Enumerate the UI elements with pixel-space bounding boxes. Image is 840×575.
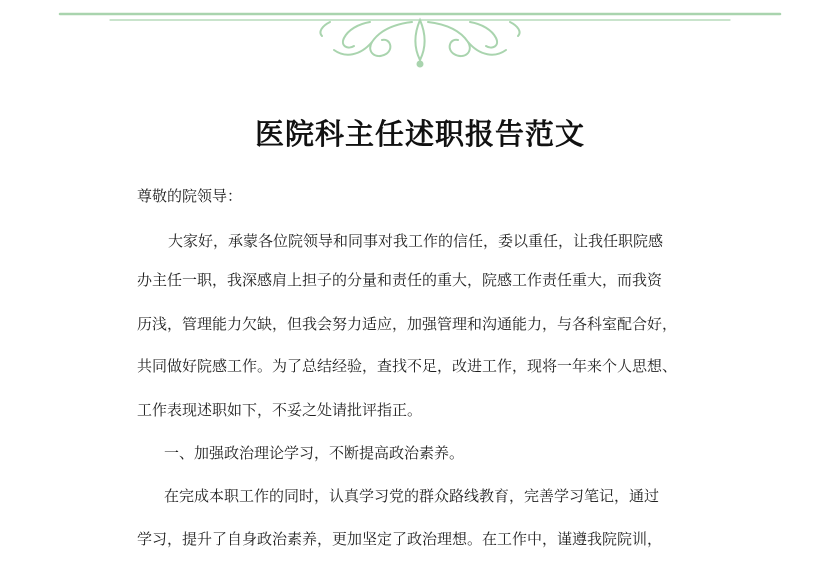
paragraph-line: 历浅，管理能力欠缺，但我会努力适应，加强管理和沟通能力，与各科室配合好， xyxy=(137,315,678,333)
document-title: 医院科主任述职报告范文 xyxy=(254,117,585,151)
paragraph-line: 学习，提升了自身政治素养，更加坚定了政治理想。在工作中，谨遵我院院训， xyxy=(137,530,663,548)
paragraph-line: 工作表现述职如下，不妥之处请批评指正。 xyxy=(137,401,423,419)
salutation: 尊敬的院领导： xyxy=(137,187,243,205)
paragraph-line: 大家好，承蒙各位院领导和同事对我工作的信任，委以重任，让我任职院感 xyxy=(168,232,664,250)
paragraph-line: 办主任一职，我深感肩上担子的分量和责任的重大，院感工作责任重大，而我资 xyxy=(137,271,663,289)
paragraph-line: 在完成本职工作的同时，认真学习党的群众路线教育，完善学习笔记，通过 xyxy=(164,487,660,505)
paragraph-line: 共同做好院感工作。为了总结经验，查找不足，改进工作，现将一年来个人思想、 xyxy=(137,357,678,375)
section-heading: 一、加强政治理论学习，不断提高政治素养。 xyxy=(164,444,465,462)
floral-scroll-ornament-icon xyxy=(0,0,840,80)
